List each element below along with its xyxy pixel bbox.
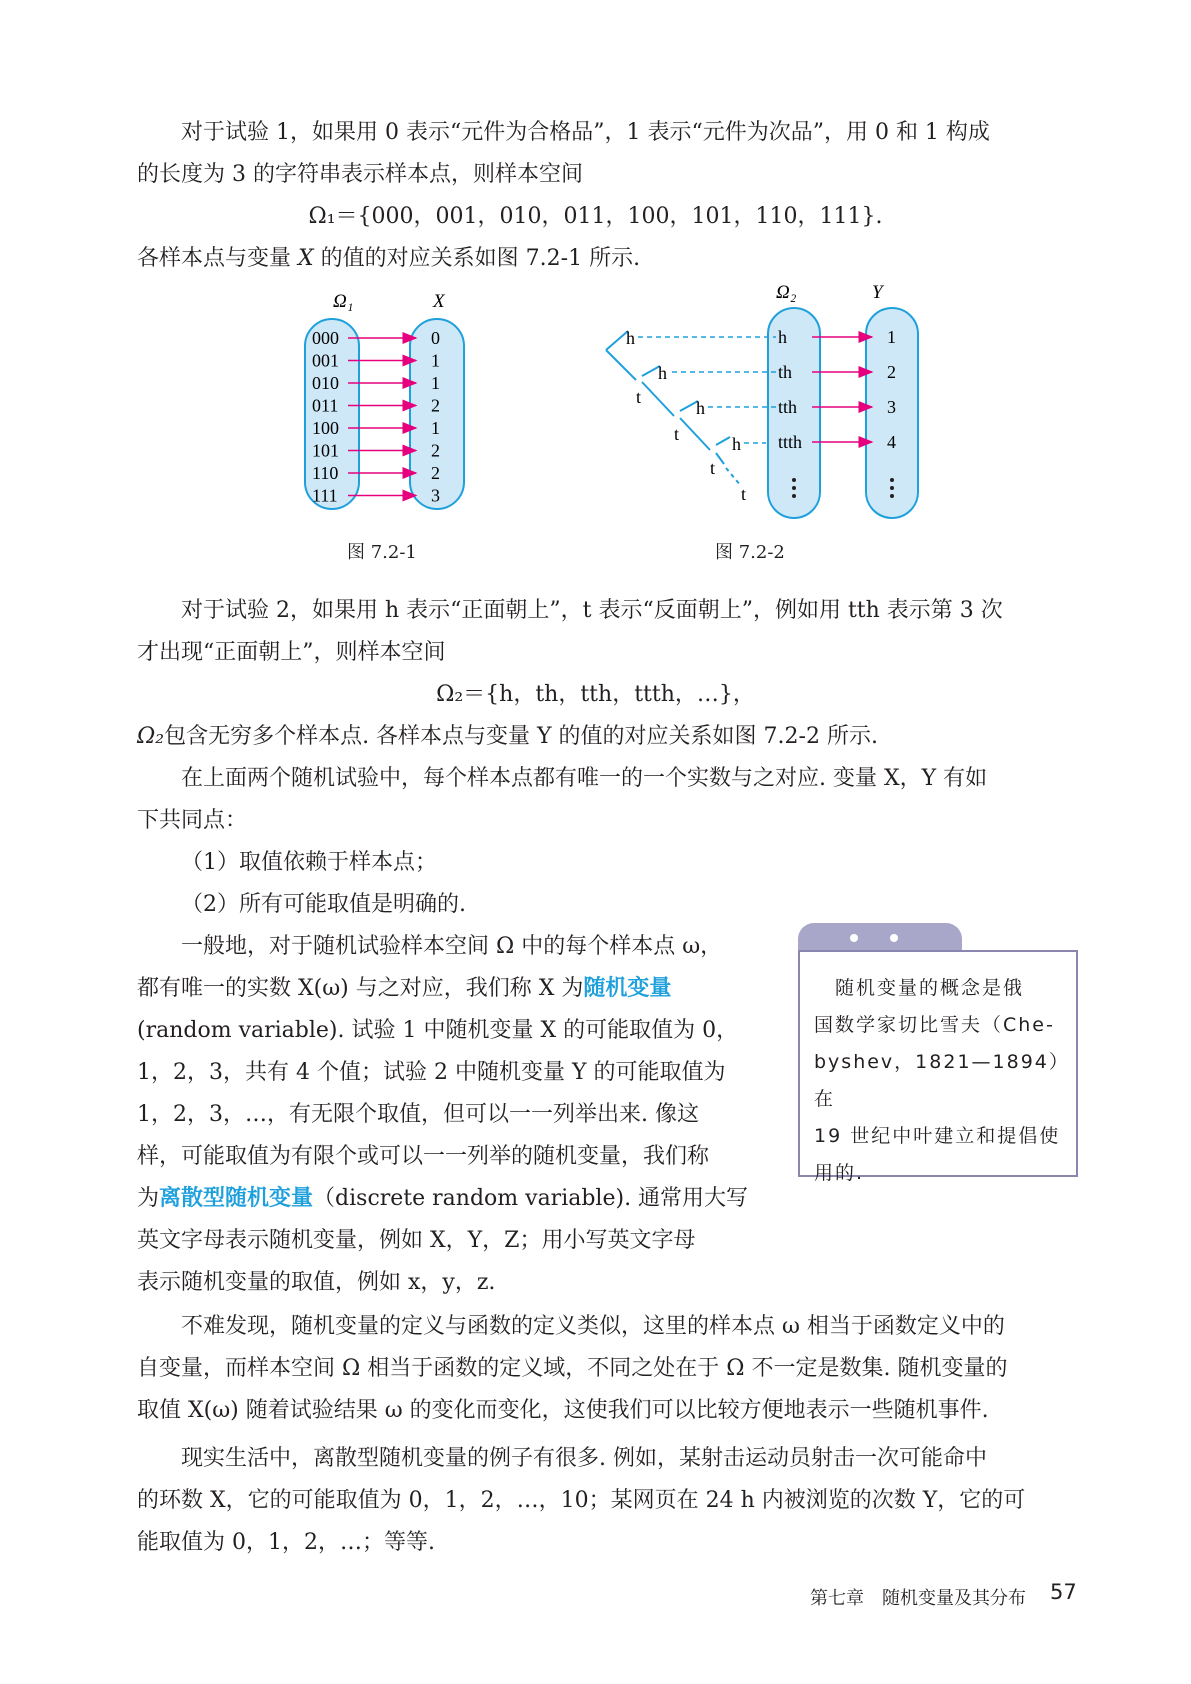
fig1-sample: 100 xyxy=(312,418,339,438)
paragraph-examples-cont: 能取值为 0，1，2，…；等等. xyxy=(137,1530,435,1555)
fig1-value: 0 xyxy=(431,328,440,348)
paragraph-definition-line: 1，2，3，共有 4 个值；试验 2 中随机变量 Y 的可能取值为 xyxy=(137,1060,726,1085)
paragraph-fig1-ref: 各样本点与变量 X 的值的对应关系如图 7.2-1 所示. xyxy=(137,246,641,271)
tree-node-t: t xyxy=(674,424,680,444)
formula-omega1: Ω₁＝{000，001，010，011，100，101，110，111}. xyxy=(308,204,883,229)
fig1-value: 1 xyxy=(431,373,440,393)
tree-node-h: h xyxy=(626,328,635,348)
paragraph-comparison-cont: 自变量，而样本空间 Ω 相当于函数的定义域，不同之处在于 Ω 不一定是数集. 随机变量的 xyxy=(137,1356,1008,1381)
paragraph-definition-line: 英文字母表示随机变量，例如 X，Y，Z；用小写英文字母 xyxy=(137,1228,696,1253)
probability-tree xyxy=(606,331,741,486)
fig1-x-label: X xyxy=(433,291,445,312)
tree-node-t: t xyxy=(636,387,642,407)
paragraph-definition-line: (random variable). 试验 1 中随机变量 X 的可能取值为 0， xyxy=(137,1018,739,1043)
side-note-box xyxy=(798,950,1078,1184)
fig1-sample: 000 xyxy=(312,328,339,348)
fig2-value: 2 xyxy=(887,362,896,382)
fig2-sample: h xyxy=(778,327,787,347)
figure-7-2-2 xyxy=(598,278,928,528)
paragraph-definition-line: 都有唯一的实数 X(ω) 与之对应，我们称 X 为随机变量 xyxy=(137,976,672,1001)
paragraph-definition-line: 表示随机变量的取值，例如 x，y，z. xyxy=(137,1270,496,1295)
fig1-value: 2 xyxy=(431,395,440,416)
paragraph-comparison: 不难发现，随机变量的定义与函数的定义类似，这里的样本点 ω 相当于函数定义中的 xyxy=(181,1314,1005,1339)
fig2-value: 4 xyxy=(887,432,896,452)
keyword-discrete-random-variable: 离散型随机变量 xyxy=(159,1186,314,1211)
fig1-sample: 011 xyxy=(312,395,339,416)
paragraph-common-cont: 下共同点： xyxy=(137,808,248,833)
fig1-value: 1 xyxy=(431,350,440,371)
paragraph-comparison-cont: 取值 X(ω) 随着试验结果 ω 的变化而变化，这使我们可以比较方便地表示一些随机事件. xyxy=(137,1398,989,1423)
fig2-value: 1 xyxy=(887,327,896,347)
tree-node-t: t xyxy=(710,458,716,478)
fig1-sample: 001 xyxy=(312,350,339,371)
fig2-sample: th xyxy=(778,362,793,382)
fig1-value: 3 xyxy=(431,485,440,506)
note-line: 用的. xyxy=(814,1162,865,1184)
paragraph-trial1 xyxy=(137,112,1072,154)
paragraph-definition-line: 为离散型随机变量（discrete random variable). 通常用大写 xyxy=(137,1186,749,1211)
tree-node-h: h xyxy=(696,398,705,418)
paragraph-examples-cont: 的环数 X，它的可能取值为 0，1，2，…，10；某网页在 24 h 内被浏览的次数 Y，它的可 xyxy=(137,1488,1026,1513)
paragraph-definition-line: 样，可能取值为有限个或可以一一列举的随机变量，我们称 xyxy=(137,1144,710,1169)
note-line: 19 世纪中叶建立和提倡使 xyxy=(814,1125,1061,1147)
tree-node-h: h xyxy=(658,363,667,383)
note-dot xyxy=(890,934,898,942)
p1-line1: 对于试验 1，如果用 0 表示“元件为合格品”，1 表示“元件为次品”，用 0 和 1 构成 xyxy=(181,120,990,145)
p1-line2: 的长度为 3 的字符串表示样本点，则样本空间 xyxy=(137,162,583,187)
fig2-sample: ttth xyxy=(778,432,803,452)
paragraph-trial2-cont: 才出现“正面朝上”，则样本空间 xyxy=(137,640,446,665)
tree-dashed-links xyxy=(638,337,776,443)
note-line: byshev，1821—1894）在 xyxy=(814,1051,1061,1110)
fig1-value: 2 xyxy=(431,463,440,483)
fig2-value: 3 xyxy=(887,397,896,417)
fig1-sample: 101 xyxy=(312,440,339,461)
paragraph-examples: 现实生活中，离散型随机变量的例子有很多. 例如，某射击运动员射击一次可能命中 xyxy=(181,1446,987,1471)
fig1-caption: 图 7.2-1 xyxy=(347,542,417,563)
fig2-y-label: Y xyxy=(872,282,883,303)
fig1-value: 1 xyxy=(431,418,440,438)
note-line: 国数学家切比雪夫（Che- xyxy=(814,1014,1055,1036)
note-line: 随机变量的概念是俄 xyxy=(814,977,1025,999)
tree-node-t: t xyxy=(741,484,747,504)
tree-node-h: h xyxy=(732,434,741,454)
figure-7-2-1 xyxy=(290,285,490,525)
list-item-1: （1）取值依赖于样本点； xyxy=(181,850,437,875)
fig2-caption: 图 7.2-2 xyxy=(715,542,785,563)
paragraph-definition: 一般地，对于随机试验样本空间 Ω 中的每个样本点 ω， xyxy=(181,934,723,959)
fig1-value: 2 xyxy=(431,440,440,461)
list-item-2: （2）所有可能取值是明确的. xyxy=(181,892,466,917)
paragraph-trial2: 对于试验 2，如果用 h 表示“正面朝上”，t 表示“反面朝上”，例如用 tth 表示第 3 次 xyxy=(181,598,1003,623)
note-dot xyxy=(850,934,858,942)
paragraph-common: 在上面两个随机试验中，每个样本点都有唯一的一个实数与之对应. 变量 X，Y 有如 xyxy=(181,766,988,791)
side-note-text xyxy=(814,970,1066,1192)
fig1-sample: 110 xyxy=(312,463,339,483)
paragraph-fig2-ref: Ω₂包含无穷多个样本点. 各样本点与变量 Y 的值的对应关系如图 7.2-2 所示. xyxy=(137,724,878,749)
paragraph-definition-line: 1，2，3，…，有无限个取值，但可以一一列举出来. 像这 xyxy=(137,1102,699,1127)
fig1-sample: 111 xyxy=(312,485,338,506)
keyword-random-variable: 随机变量 xyxy=(583,976,672,1001)
fig2-omega-label: Ω₂ xyxy=(776,282,797,303)
formula-omega2: Ω₂＝{h，th，tth，ttth，…}， xyxy=(436,682,755,707)
note-tab xyxy=(798,923,962,953)
chapter-footer: 第七章 随机变量及其分布 xyxy=(810,1588,1026,1609)
paragraph-trial1-cont xyxy=(137,154,1072,196)
fig1-omega-label: Ω₁ xyxy=(333,291,354,312)
fig2-sample: tth xyxy=(778,397,798,417)
fig1-sample: 010 xyxy=(312,373,339,393)
page-number: 57 xyxy=(1050,1580,1077,1604)
